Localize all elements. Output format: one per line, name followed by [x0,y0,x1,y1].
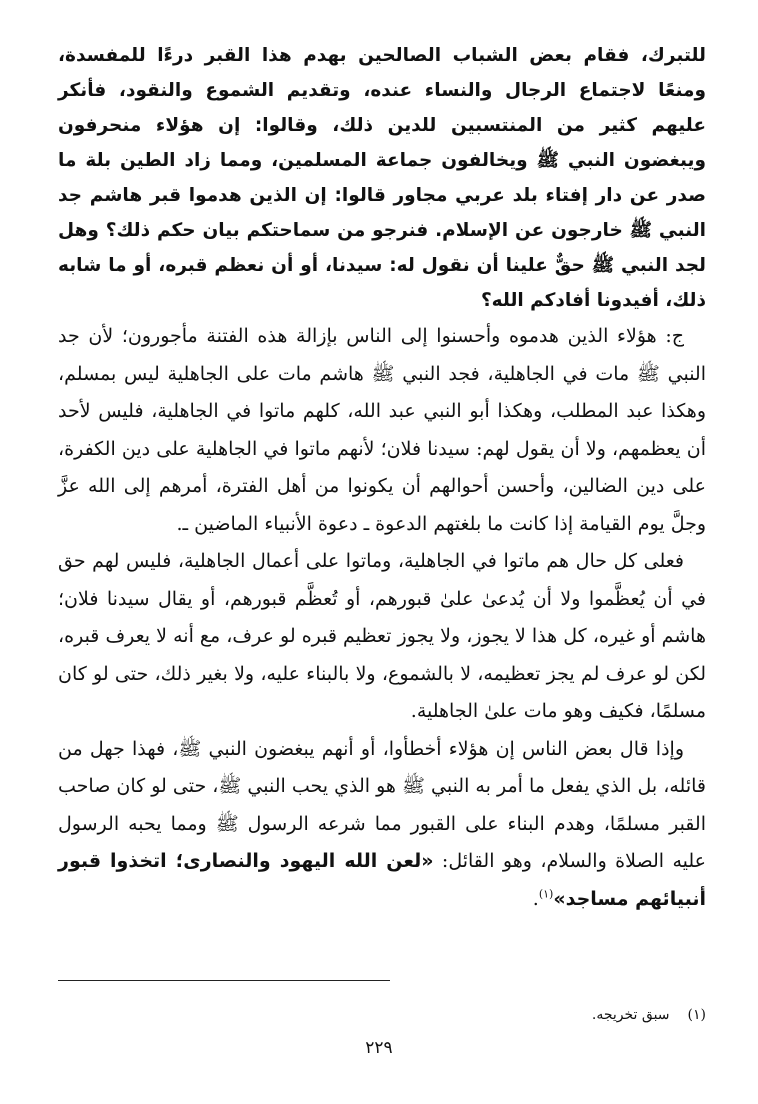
paragraph-3-end: . [532,887,539,910]
footnote-number: (١) [687,1007,706,1023]
footnote-text: سبق تخريجه. [591,1007,670,1023]
hadith-quote: «لعن الله اليهود والنصارى؛ اتخذوا قبور أنبيائهم مساجد» [58,850,706,910]
answer-paragraph-1: ج: هؤلاء الذين هدموه وأحسنوا إلى الناس بإزالة هذه الفتنة مأجورون؛ لأن جد النبي ﷺ مات في الجاهلية، فجد النبي ﷺ هاشم مات على الجاهلية ليس بمسلم، وهكذا عبد المطلب، وهكذا أبو النبي عبد الله، كلهم ماتوا في الجاهلية، فليس لأحد أن يعظمهم، ولا أن يقول لهم: سيدنا فلان؛ لأنهم ماتوا في الجاهلية على دين الكفرة، على دين الضالين، وأحسن أحوالهم أن يكونوا من أهل الفترة، أمرهم إلى الله عزَّ وجلَّ يوم القيامة إذا كانت ما بلغتهم الدعوة ـ دعوة الأنبياء الماضين ـ. [58,325,706,535]
footnote [592,1007,706,1023]
footnote-reference[interactable]: (١) [538,887,554,901]
footnote-divider [58,980,390,981]
paragraph-3-text: وإذا قال بعض الناس إن هؤلاء أخطأوا، أو أنهم يبغضون النبي ﷺ، فهذا جهل من قائله، بل الذي يفعل ما أمر به النبي ﷺ هو الذي يحب النبي ﷺ، حتى لو كان صاحب القبر مسلمًا، وهدم البناء على القبور مما شرعه الرسول ﷺ ومما يحبه الرسول عليه الصلاة والسلام، وهو القائل: [58,737,706,872]
answer-paragraph-2: فعلى كل حال هم ماتوا في الجاهلية، وماتوا على أعمال الجاهلية، فليس لهم حق في أن يُعظَّموا ولا أن يُدعىٰ علىٰ قبورهم، أو تُعظَّم قبورهم، أو يقال سيدنا فلان؛ هاشم أو غيره، كل هذا لا يجوز، ولا يجوز تعظيم قبره لو عرف، مع أنه لا يعرف قبره، لكن لو عرف لم يجز تعظيمه، لا بالشموع، ولا بالبناء عليه، ولا بغير ذلك، حتى لو كان مسلمًا، فكيف وهو مات علىٰ الجاهلية. [58,550,706,722]
page-number: ٢٢٩ [365,1038,393,1058]
answer-paragraph-3 [58,731,706,919]
question-text: للتبرك، فقام بعض الشباب الصالحين بهدم هذا القبر درءًا للمفسدة، ومنعًا لاجتماع الرجال والنساء عنده، وتقديم الشموع والنقود، فأنكر عليهم كثير من المنتسبين للدين ذلك، وقالوا: إن هؤلاء منحرفون ويبغضون النبي ﷺ ويخالفون جماعة المسلمين، ومما زاد الطين بلة ما صدر عن دار إفتاء بلد عربي مجاور قالوا: إن الذين هدموا قبر هاشم جد النبي ﷺ خارجون عن الإسلام. فنرجو من سماحتكم بيان حكم ذلك؟ وهل لجد النبي ﷺ حقٌّ علينا أن نقول له: سيدنا، أو أن نعظم قبره، أو ما شابه ذلك، أفيدونا أفادكم الله؟ [58,45,706,311]
